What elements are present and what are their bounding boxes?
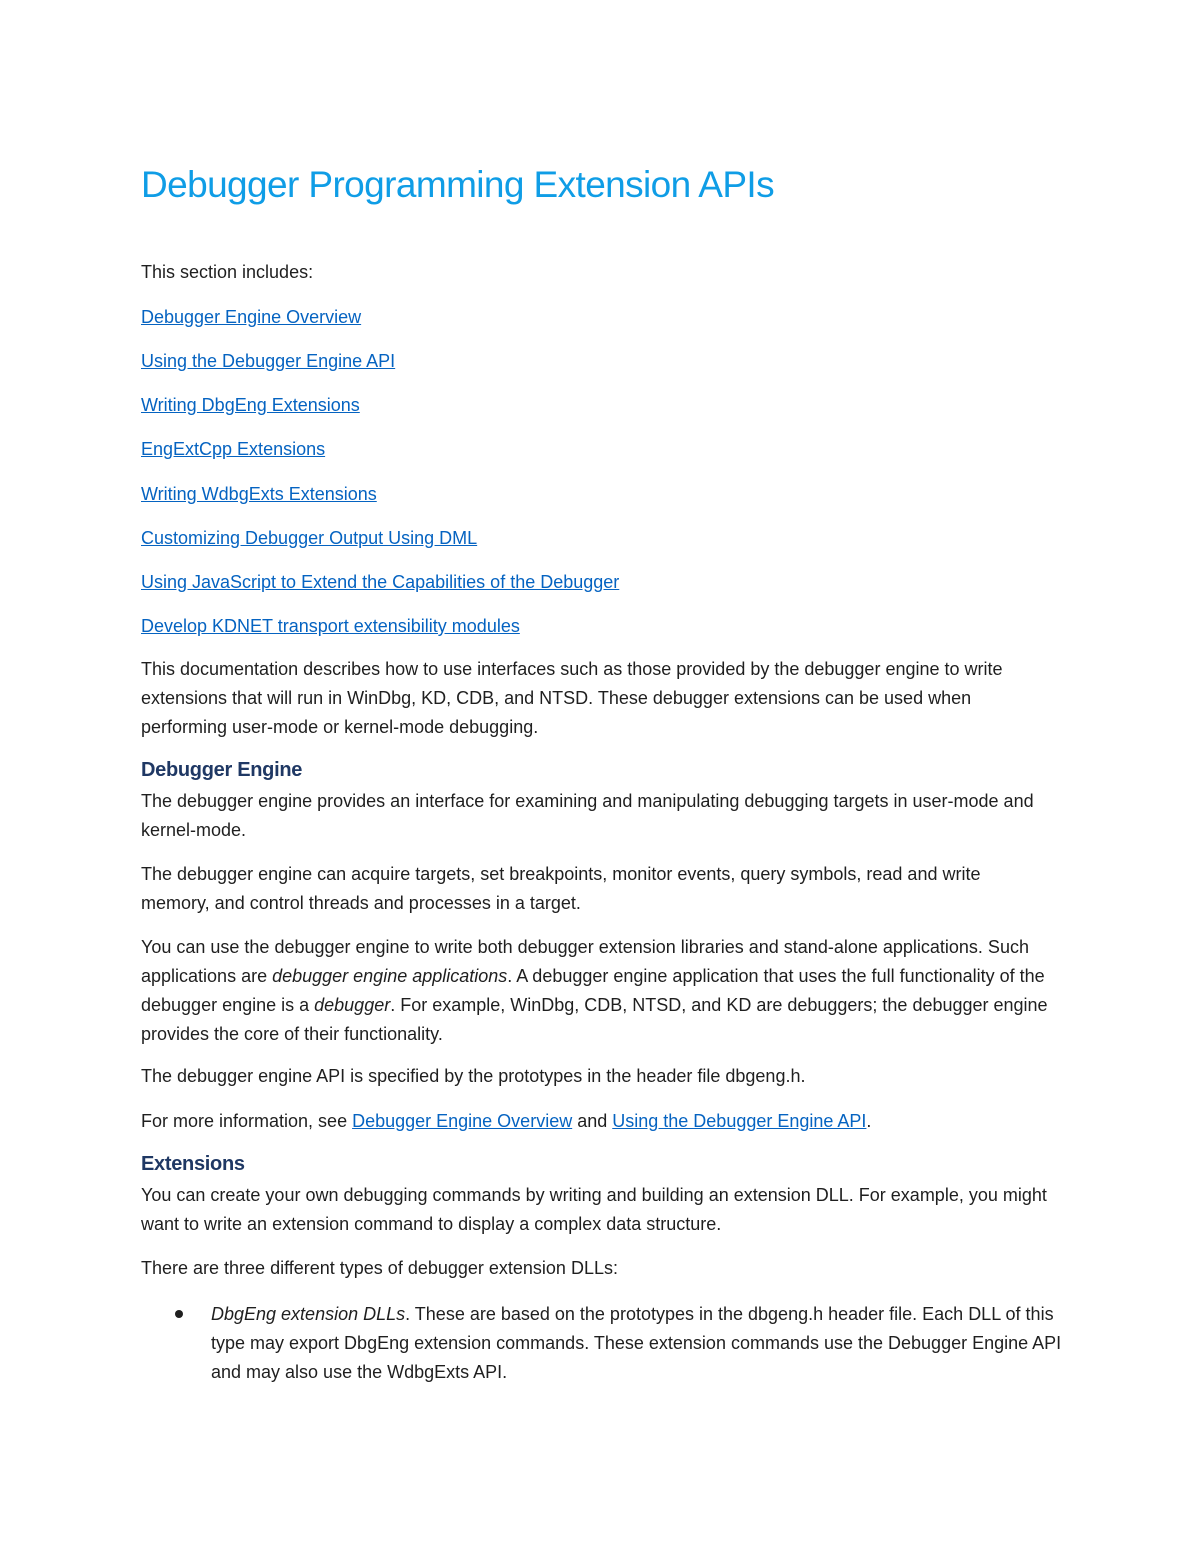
link-engextcpp-extensions[interactable]: EngExtCpp Extensions [141,439,326,459]
term-debugger: debugger [314,995,391,1015]
debugger-engine-paragraph-4: The debugger engine API is specified by the prototypes in the header file dbgeng.h. [141,1066,806,1086]
page-title: Debugger Programming Extension APIs [141,164,775,205]
paragraph-5-prefix: For more information, see [141,1111,353,1131]
link-using-debugger-engine-api[interactable]: Using the Debugger Engine API [141,351,396,371]
section-heading-extensions: Extensions [141,1153,245,1175]
debugger-engine-paragraph-2: The debugger engine can acquire targets, set breakpoints, monitor events, query symbols, read and write memory, and control threads and processes in a target. [141,864,981,913]
link-develop-kdnet-modules[interactable]: Develop KDNET transport extensibility modules [141,616,520,636]
debugger-engine-paragraph-5 [141,1107,1051,1136]
debugger-engine-paragraph-3 [141,933,1051,1049]
extension-types-list [169,1300,1069,1387]
paragraph-5-and: and [572,1111,613,1131]
term-dbgeng-extension-dlls: DbgEng extension DLLs [211,1304,406,1324]
inline-link-using-debugger-engine-api[interactable]: Using the Debugger Engine API [612,1111,867,1131]
inline-link-debugger-engine-overview[interactable]: Debugger Engine Overview [352,1111,573,1131]
list-item [169,1300,1069,1387]
link-using-javascript-extend-debugger[interactable]: Using JavaScript to Extend the Capabilities of the Debugger [141,572,620,592]
extensions-paragraph-1: You can create your own debugging commands by writing and building an extension DLL. For example, you might want to write an extension command to display a complex data structure. [141,1185,1047,1234]
paragraph-3-text-a: You can use the debugger engine to write both debugger extension libraries and stand-alone applications. Such applications are [141,937,1029,986]
link-writing-wdbgexts-extensions[interactable]: Writing WdbgExts Extensions [141,484,377,504]
paragraph-3-text-b: . A debugger engine application that uses the full functionality of the debugger engine is a [141,966,1045,1015]
paragraph-5-suffix: . [866,1111,872,1131]
section-heading-debugger-engine: Debugger Engine [141,759,303,781]
link-debugger-engine-overview[interactable]: Debugger Engine Overview [141,307,362,327]
debugger-engine-paragraph-1: The debugger engine provides an interface for examining and manipulating debugging targets in user-mode and kernel-mode. [141,791,1034,840]
extensions-paragraph-2: There are three different types of debugger extension DLLs: [141,1258,618,1278]
paragraph-3-text-c: . For example, WinDbg, CDB, NTSD, and KD are debuggers; the debugger engine provides the core of their functionality. [141,995,1048,1044]
intro-text: This section includes: [141,262,314,282]
bullet-1-text: . These are based on the prototypes in the dbgeng.h header file. Each DLL of this type may export DbgEng extension commands. These extension commands use the Debugger Engine API and may also use the WdbgExts API. [211,1304,1062,1382]
term-debugger-engine-applications: debugger engine applications [272,966,508,986]
link-customizing-debugger-output-dml[interactable]: Customizing Debugger Output Using DML [141,528,478,548]
description-paragraph: This documentation describes how to use interfaces such as those provided by the debugger engine to write extensions that will run in WinDbg, KD, CDB, and NTSD. These debugger extensions can be used when performing user-mode or kernel-mode debugging. [141,659,1003,737]
bullet-icon [175,1310,183,1318]
link-writing-dbgeng-extensions[interactable]: Writing DbgEng Extensions [141,395,360,415]
